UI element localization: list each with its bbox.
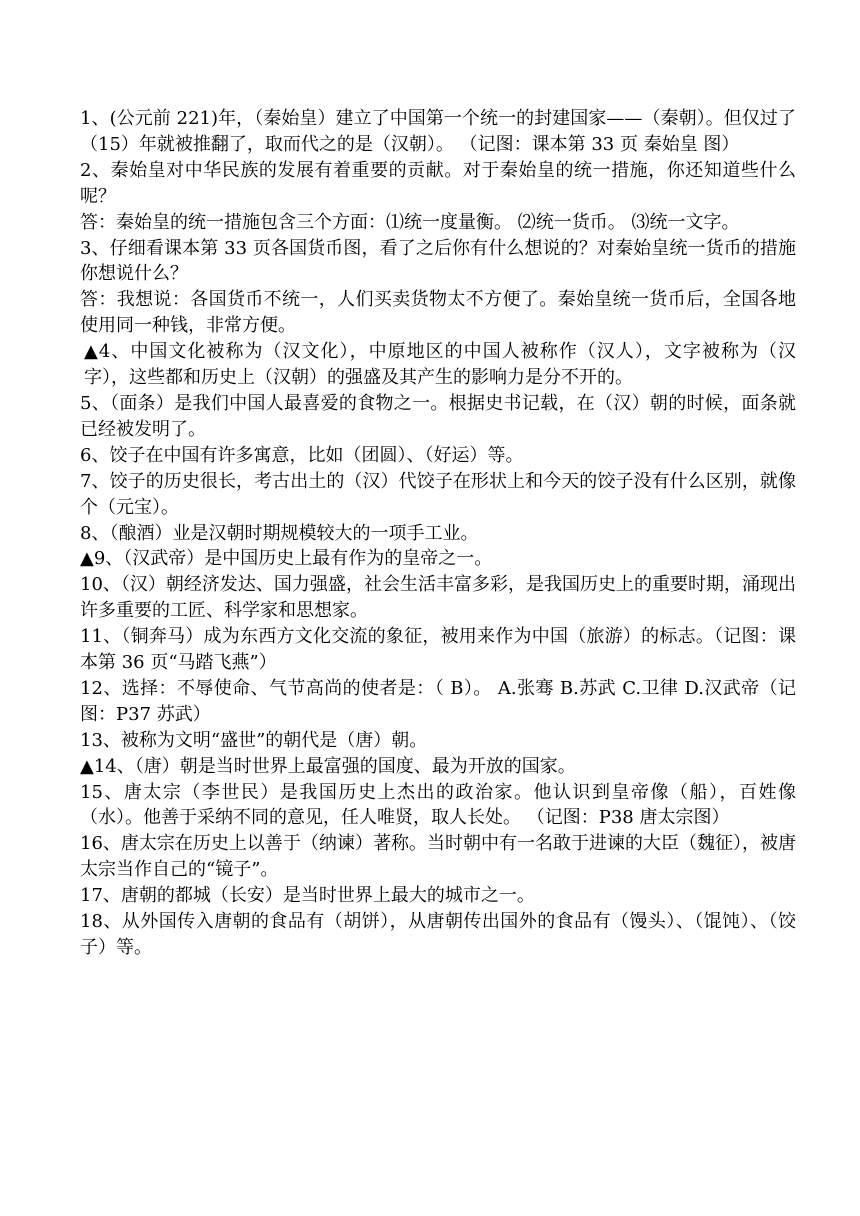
- document-body: [80, 106, 796, 961]
- paragraph-11: 11、（铜奔马）成为东西方文化交流的象征，被用来作为中国（旅游）的标志。（记图：课本第 36 页“马踏飞燕”）: [80, 626, 796, 674]
- paragraph-9: ▲9、（汉武帝）是中国历史上最有作为的皇帝之一。: [80, 548, 493, 570]
- paragraph-10: 10、（汉）朝经济发达、国力强盛，社会生活丰富多彩，是我国历史上的重要时期，涌现出许多重要的工匠、科学家和思想家。: [80, 574, 796, 622]
- paragraph-16: 16、唐太宗在历史上以善于（纳谏）著称。当时朝中有一名敢于进谏的大臣（魏征），被唐太宗当作自己的“镜子”。: [80, 833, 796, 881]
- paragraph-15: 15、唐太宗（李世民）是我国历史上杰出的政治家。他认识到皇帝像（船），百姓像（水）。他善于采纳不同的意见，任人唯贤，取人长处。 （记图：P38 唐太宗图）: [80, 781, 796, 829]
- answer-2: 答：秦始皇的统一措施包含三个方面：⑴统一度量衡。 ⑵统一货币。 ⑶统一文字。: [80, 211, 740, 233]
- paragraph-3: 3、仔细看课本第 33 页各国货币图，看了之后你有什么想说的？对秦始皇统一货币的措施你想说什么？: [80, 237, 796, 285]
- paragraph-14: ▲14、（唐）朝是当时世界上最富强的国度、最为开放的国家。: [80, 755, 576, 777]
- paragraph-8: 8、（酿酒）业是汉朝时期规模较大的一项手工业。: [80, 522, 479, 544]
- paragraph-4: ▲4、中国文化被称为（汉文化），中原地区的中国人被称作（汉人），文字被称为（汉字），这些都和历史上（汉朝）的强盛及其产生的影响力是分不开的。: [84, 341, 796, 389]
- paragraph-7: 7、饺子的历史很长，考古出土的（汉）代饺子在形状上和今天的饺子没有什么区别，就像个（元宝）。: [80, 470, 796, 518]
- paragraph-5: 5、（面条）是我们中国人最喜爱的食物之一。根据史书记载，在（汉）朝的时候，面条就已经被发明了。: [80, 392, 796, 440]
- paragraph-1: 1、(公元前 221)年，（秦始皇）建立了中国第一个统一的封建国家——（秦朝）。但仅过了（15）年就被推翻了，取而代之的是（汉朝）。 （记图：课本第 33 页 秦始皇 图）: [80, 108, 796, 155]
- paragraph-6: 6、饺子在中国有许多寓意，比如（团圆）、（好运）等。: [80, 444, 524, 466]
- paragraph-17: 17、唐朝的都城（长安）是当时世界上最大的城市之一。: [80, 885, 535, 907]
- paragraph-12: 12、选择：不辱使命、气节高尚的使者是：（ B）。 A.张骞 B.苏武 C.卫律 D.汉武帝（记图：P37 苏武）: [80, 677, 796, 725]
- paragraph-18: 18、从外国传入唐朝的食品有（胡饼），从唐朝传出国外的食品有（馒头）、（馄饨）、（饺子）等。: [80, 911, 796, 958]
- paragraph-2: 2、秦始皇对中华民族的发展有着重要的贡献。对于秦始皇的统一措施，你还知道些什么呢？: [80, 159, 796, 207]
- paragraph-13: 13、被称为文明“盛世”的朝代是（唐）朝。: [80, 729, 428, 751]
- answer-3: 答：我想说：各国货币不统一，人们买卖货物太不方便了。秦始皇统一货币后，全国各地使用同一种钱，非常方便。: [80, 289, 796, 337]
